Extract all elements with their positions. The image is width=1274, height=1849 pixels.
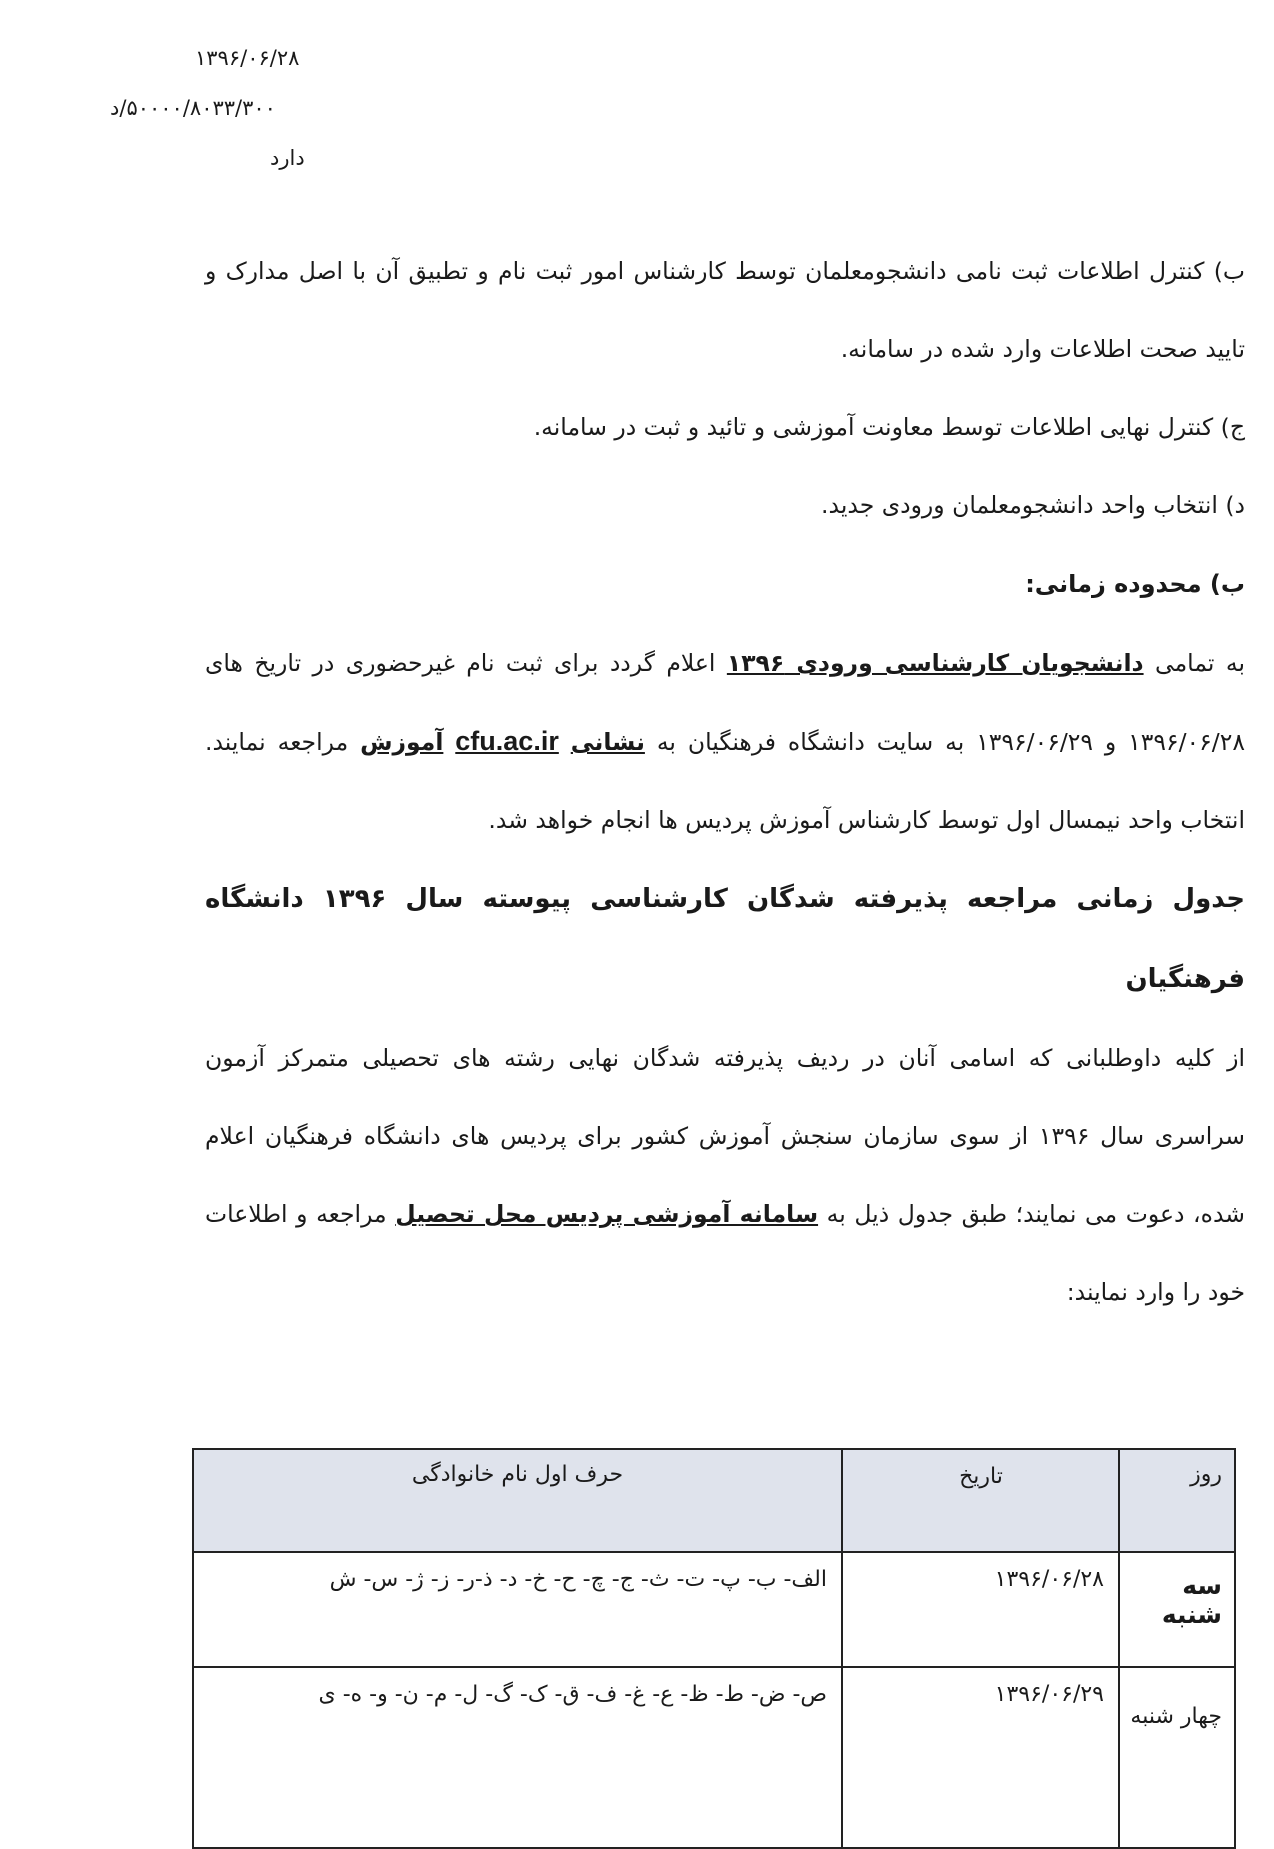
table-header-row xyxy=(193,1449,1235,1552)
address-link[interactable]: نشانی xyxy=(570,728,645,756)
header-letters: حرف اول نام خانوادگی xyxy=(193,1449,842,1552)
schedule-text-post: مراجعه و اطلاعات خود را وارد نمایند: xyxy=(205,1200,1245,1306)
letter-number: ۵۰۰۰۰/۸۰۳۳/۳۰۰/د xyxy=(110,96,276,120)
letter-attachment: دارد xyxy=(270,146,305,170)
row-letters: ص- ض- ط- ظ- ع- غ- ف- ق- ک- گ- ل- م- ن- و- ه- ی xyxy=(193,1667,842,1848)
schedule-paragraph xyxy=(205,1019,1245,1331)
row-day: چهار شنبه xyxy=(1119,1667,1235,1848)
table-row xyxy=(193,1667,1235,1848)
campus-system-link[interactable]: سامانه آموزشی پردیس محل تحصیل xyxy=(395,1200,819,1228)
section-time-paragraph xyxy=(205,624,1245,859)
education-link[interactable]: آموزش xyxy=(360,728,444,756)
students-link[interactable]: دانشجویان کارشناسی ورودی ۱۳۹۶ xyxy=(726,649,1144,677)
time-text-pre: به تمامی xyxy=(1154,649,1245,677)
letter-body xyxy=(205,232,1245,1331)
site-url-link[interactable]: cfu.ac.ir xyxy=(455,726,559,756)
schedule-table xyxy=(192,1448,1236,1849)
item-b: ب) کنترل اطلاعات ثبت نامی دانشجومعلمان توسط کارشناس امور ثبت نام و تطبیق آن با اصل مدارک و تایید صحت اطلاعات وارد شده در سامانه. xyxy=(205,257,1245,363)
section-time-heading: ب) محدوده زمانی: xyxy=(1025,570,1245,598)
item-d: د) انتخاب واحد دانشجومعلمان ورودی جدید. xyxy=(821,491,1245,519)
row-date: ۱۳۹۶/۰۶/۲۹ xyxy=(842,1667,1119,1848)
table-row xyxy=(193,1552,1235,1667)
row-day: سه شنبه xyxy=(1119,1552,1235,1667)
row-date: ۱۳۹۶/۰۶/۲۸ xyxy=(842,1552,1119,1667)
time-text-mid: اعلام گردد برای ثبت نام غیرحضوری در تاریخ های ۱۳۹۶/۰۶/۲۸ و ۱۳۹۶/۰۶/۲۹ به سایت دانشگاه فرهنگیان به xyxy=(205,649,1245,756)
item-j: ج) کنترل نهایی اطلاعات توسط معاونت آموزشی و تائید و ثبت در سامانه. xyxy=(533,413,1245,441)
schedule-heading: جدول زمانی مراجعه پذیرفته شدگان کارشناسی پیوسته سال ۱۳۹۶ دانشگاه فرهنگیان xyxy=(205,884,1245,994)
time-text-post: مراجعه نمایند. انتخاب واحد نیمسال اول توسط کارشناس آموزش پردیس ها انجام خواهد شد. xyxy=(205,728,1245,834)
header-date: تاریخ xyxy=(842,1449,1119,1552)
schedule-text-pre: از کلیه داوطلبانی که اسامی آنان در ردیف پذیرفته شدگان نهایی رشته های تحصیلی متمرکز آزمون سراسری سال ۱۳۹۶ از سوی سازمان سنجش آموزش کشور برای پردیس های دانشگاه فرهنگیان اعلام شده، دعوت می نمایند؛ طبق جدول ذیل به xyxy=(205,1044,1245,1228)
header-day: روز xyxy=(1119,1449,1235,1552)
letter-date: ۱۳۹۶/۰۶/۲۸ xyxy=(195,46,300,70)
row-letters: الف- ب- پ- ت- ث- ج- چ- ح- خ- د- ذ-ر- ز- ژ- س- ش xyxy=(193,1552,842,1667)
